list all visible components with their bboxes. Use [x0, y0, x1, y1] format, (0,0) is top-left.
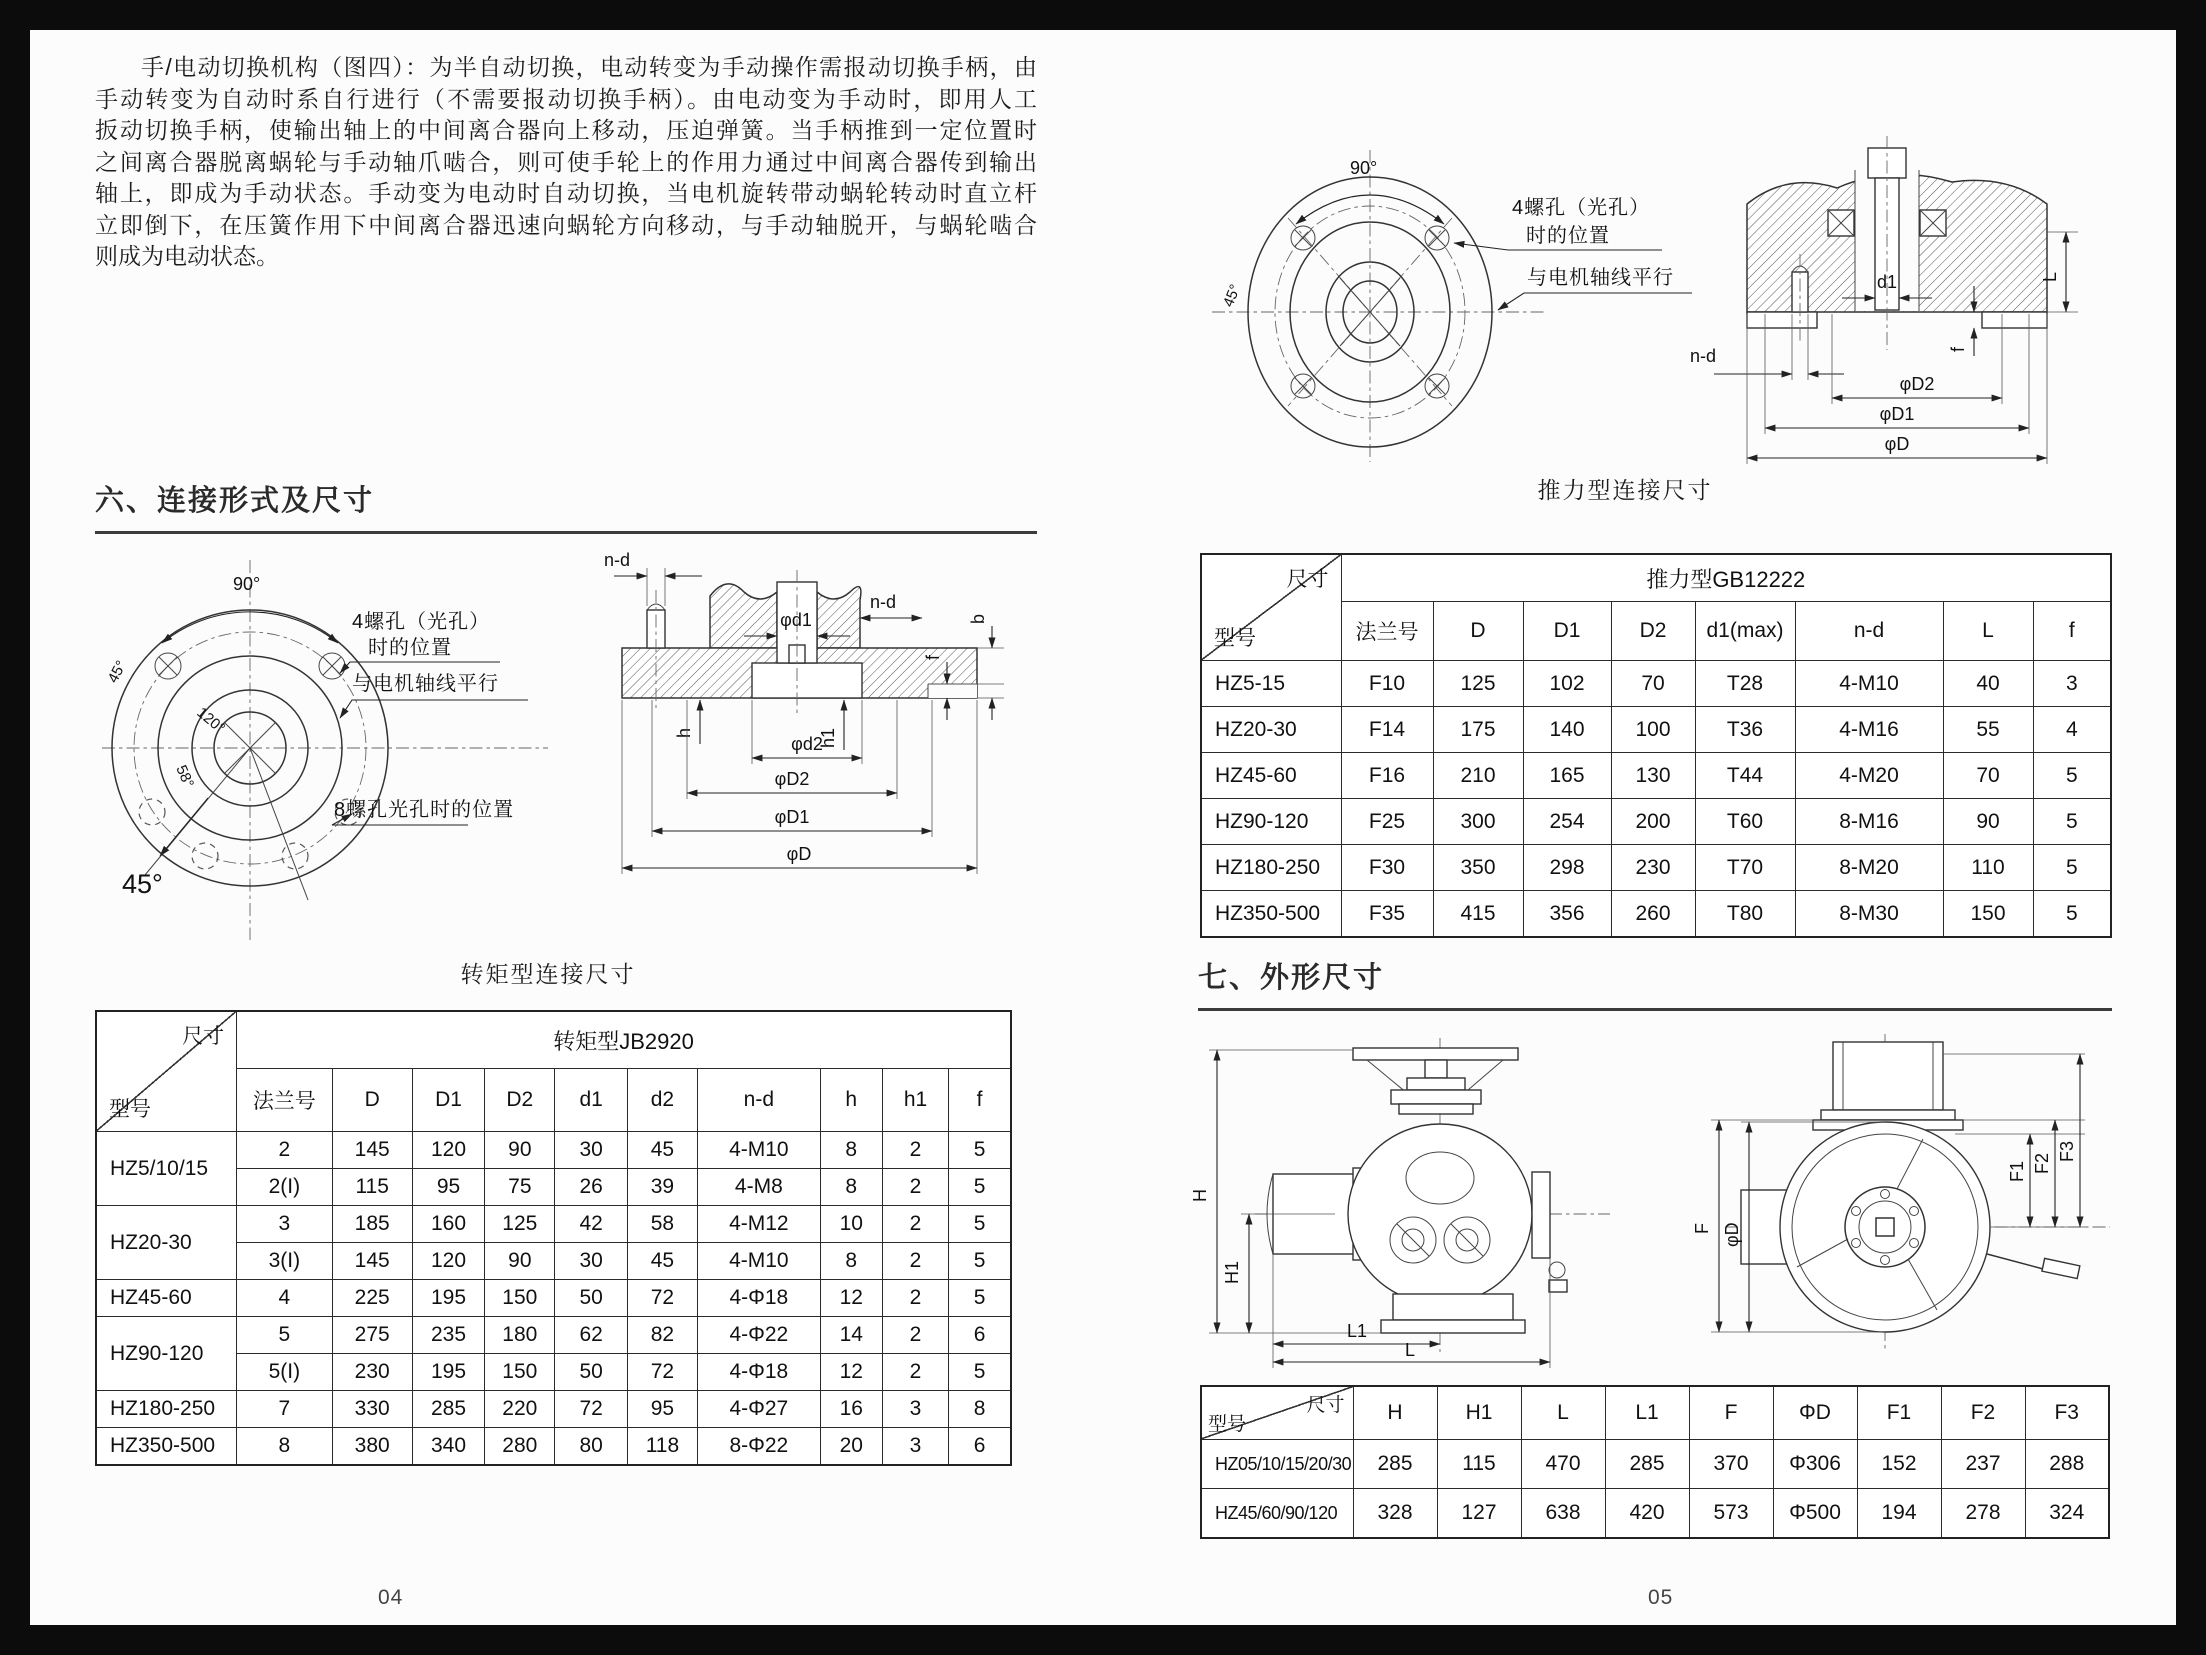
value-cell: 324	[2025, 1489, 2109, 1539]
dim-D2-label: φD2	[1899, 374, 1935, 394]
corner-dim-label: 尺寸	[1286, 568, 1329, 591]
value-cell: F16	[1341, 753, 1433, 799]
bolt-hole	[1291, 374, 1315, 398]
dim-L1-label: L1	[1347, 1321, 1368, 1341]
value-cell: F10	[1341, 661, 1433, 707]
table-row	[96, 1391, 1011, 1428]
value-cell: F30	[1341, 845, 1433, 891]
table-group-header: 推力型GB12222	[1341, 554, 2111, 602]
bolt-hole	[1425, 226, 1449, 250]
four-holes-label-line2: 时的位置	[1526, 225, 1610, 247]
value-cell: 260	[1611, 891, 1695, 938]
value-cell: 5	[949, 1354, 1011, 1391]
model-cell: HZ180-250	[1201, 845, 1341, 891]
value-cell: 7	[237, 1391, 332, 1428]
value-cell: 285	[1605, 1440, 1689, 1489]
parallel-label: 与电机轴线平行	[1527, 267, 1674, 289]
value-cell: 165	[1523, 753, 1611, 799]
outline-dimension-table	[1200, 1385, 2110, 1539]
value-cell: 2	[882, 1169, 948, 1206]
value-cell: 14	[820, 1317, 882, 1354]
value-cell: 3	[2033, 661, 2111, 707]
thrust-connection-drawing	[1192, 112, 2112, 464]
value-cell: 100	[1611, 707, 1695, 753]
column-header: D1	[1523, 602, 1611, 661]
dim-H1-label: H1	[1222, 1260, 1242, 1284]
table-group-header: 转矩型JB2920	[237, 1011, 1011, 1069]
value-cell: 42	[555, 1206, 627, 1243]
angle-58-label: 58°	[172, 762, 198, 791]
value-cell: 2	[882, 1317, 948, 1354]
dim-D1-label: φD1	[774, 807, 810, 827]
torque-drawing-caption: 转矩型连接尺寸	[460, 961, 636, 987]
value-cell: 470	[1521, 1440, 1605, 1489]
bearing	[1920, 210, 1946, 236]
dim-F1-label: F1	[2007, 1160, 2027, 1182]
value-cell: Φ306	[1773, 1440, 1857, 1489]
model-cell: HZ90-120	[96, 1317, 237, 1391]
four-holes-label-line2: 时的位置	[368, 637, 452, 659]
value-cell: 30	[555, 1243, 627, 1280]
paragraph-line: 手动转变为自动时系自行进行（不需要报动切换手柄）。由电动变为手动时，即用人工	[95, 85, 1037, 112]
value-cell: 90	[485, 1243, 555, 1280]
value-cell: 210	[1433, 753, 1523, 799]
value-cell: 4-M8	[698, 1169, 821, 1206]
angle-120-label: 120°	[193, 704, 229, 738]
table-row	[1201, 799, 2111, 845]
dim-L-label: L	[2040, 271, 2060, 282]
value-cell: 235	[412, 1317, 484, 1354]
value-cell: 8	[949, 1391, 1011, 1428]
value-cell: 230	[1611, 845, 1695, 891]
page-number-left: 04	[378, 1586, 404, 1609]
paragraph-line: 则成为电动状态。	[95, 243, 279, 269]
value-cell: 220	[485, 1391, 555, 1428]
thrust-dimension-table	[1200, 553, 2112, 938]
value-cell: 4-M16	[1795, 707, 1943, 753]
column-header: f	[949, 1069, 1011, 1132]
value-cell: 72	[627, 1354, 697, 1391]
table-row	[1201, 661, 2111, 707]
table-corner-cell	[96, 1011, 237, 1132]
value-cell: 40	[1943, 661, 2033, 707]
column-header: D	[1433, 602, 1523, 661]
value-cell: 150	[485, 1280, 555, 1317]
torque-dimension-table	[95, 1010, 1012, 1466]
value-cell: 573	[1689, 1489, 1773, 1539]
value-cell: 254	[1523, 799, 1611, 845]
value-cell: 4-Φ18	[698, 1280, 821, 1317]
model-cell: HZ5-15	[1201, 661, 1341, 707]
value-cell: 8	[820, 1169, 882, 1206]
table-row	[1201, 845, 2111, 891]
value-cell: 225	[332, 1280, 412, 1317]
value-cell: 3	[882, 1428, 948, 1466]
model-cell: HZ350-500	[1201, 891, 1341, 938]
value-cell: 2	[882, 1354, 948, 1391]
corner-model-label: 型号	[109, 1098, 151, 1121]
value-cell: 3	[882, 1391, 948, 1428]
corner-model-label: 型号	[1208, 1414, 1247, 1435]
model-cell: HZ5/10/15	[96, 1132, 237, 1206]
value-cell: 115	[332, 1169, 412, 1206]
dim-nd-label: n-d	[1690, 346, 1717, 366]
value-cell: 285	[412, 1391, 484, 1428]
table-row	[1201, 1489, 2109, 1539]
value-cell: 5(I)	[237, 1354, 332, 1391]
value-cell: T44	[1695, 753, 1795, 799]
value-cell: 2	[237, 1132, 332, 1169]
column-header: F2	[1941, 1386, 2025, 1440]
dim-D-label: φD	[786, 844, 812, 864]
value-cell: 5	[949, 1169, 1011, 1206]
value-cell: 180	[485, 1317, 555, 1354]
value-cell: 340	[412, 1428, 484, 1466]
value-cell: 298	[1523, 845, 1611, 891]
column-header: F	[1689, 1386, 1773, 1440]
dim-b-label: b	[968, 613, 988, 624]
value-cell: 285	[1353, 1440, 1437, 1489]
bolt-hole	[319, 653, 345, 679]
dim-d1-label: φd1	[780, 610, 812, 630]
value-cell: 20	[820, 1428, 882, 1466]
column-header: d1	[555, 1069, 627, 1132]
section-heading-outline: 七、外形尺寸	[1198, 955, 2112, 1011]
corner-dim-label: 尺寸	[1306, 1395, 1345, 1416]
value-cell: 8	[820, 1243, 882, 1280]
dim-D-label: φD	[1884, 434, 1910, 454]
table-row	[1201, 753, 2111, 799]
column-header: 法兰号	[1341, 602, 1433, 661]
value-cell: 30	[555, 1132, 627, 1169]
value-cell: 420	[1605, 1489, 1689, 1539]
value-cell: 415	[1433, 891, 1523, 938]
table-row	[96, 1317, 1011, 1354]
value-cell: T60	[1695, 799, 1795, 845]
value-cell: 125	[485, 1206, 555, 1243]
table-row	[96, 1132, 1011, 1169]
value-cell: 8	[820, 1132, 882, 1169]
value-cell: 8-M20	[1795, 845, 1943, 891]
value-cell: 39	[627, 1169, 697, 1206]
column-header: F3	[2025, 1386, 2109, 1440]
value-cell: 4-M10	[698, 1243, 821, 1280]
value-cell: 2	[882, 1206, 948, 1243]
torque-section-drawing	[592, 548, 1012, 903]
value-cell: 8	[237, 1428, 332, 1466]
dim-F3-label: F3	[2057, 1140, 2077, 1162]
thrust-drawing-caption: 推力型连接尺寸	[1537, 477, 1713, 503]
column-header: d2	[627, 1069, 697, 1132]
column-header: d1(max)	[1695, 602, 1795, 661]
value-cell: 3	[237, 1206, 332, 1243]
value-cell: 5	[2033, 845, 2111, 891]
value-cell: 115	[1437, 1440, 1521, 1489]
value-cell: 90	[485, 1132, 555, 1169]
column-header: h1	[882, 1069, 948, 1132]
value-cell: 4-Φ27	[698, 1391, 821, 1428]
section-heading-connection: 六、连接形式及尺寸	[95, 478, 1037, 534]
column-header: L	[1943, 602, 2033, 661]
table-row	[96, 1428, 1011, 1466]
value-cell: F14	[1341, 707, 1433, 753]
value-cell: 4-M12	[698, 1206, 821, 1243]
value-cell: 2	[882, 1243, 948, 1280]
eight-holes-label: 8螺孔光孔时的位置	[334, 799, 515, 821]
value-cell: 50	[555, 1280, 627, 1317]
column-header: F1	[1857, 1386, 1941, 1440]
value-cell: 125	[1433, 661, 1523, 707]
value-cell: 2(I)	[237, 1169, 332, 1206]
bolt-hole	[155, 653, 181, 679]
value-cell: 45	[627, 1243, 697, 1280]
dim-d2-label: φd2	[791, 734, 823, 754]
value-cell: 5	[949, 1132, 1011, 1169]
value-cell: 95	[627, 1391, 697, 1428]
value-cell: T28	[1695, 661, 1795, 707]
value-cell: 2	[882, 1280, 948, 1317]
value-cell: 150	[485, 1354, 555, 1391]
value-cell: 55	[1943, 707, 2033, 753]
column-header: D1	[412, 1069, 484, 1132]
dim-F-label: F	[1692, 1223, 1712, 1234]
column-header: H1	[1437, 1386, 1521, 1440]
value-cell: 330	[332, 1391, 412, 1428]
model-cell: HZ90-120	[1201, 799, 1341, 845]
angle-90-label: 90°	[1350, 158, 1378, 178]
dim-nd-right-label: n-d	[870, 592, 897, 612]
value-cell: 237	[1941, 1440, 2025, 1489]
value-cell: 50	[555, 1354, 627, 1391]
paragraph-line: 手/电动切换机构（图四）：为半自动切换，电动转变为手动操作需报动切换手柄，由	[141, 54, 1037, 80]
dim-H-label: H	[1190, 1189, 1210, 1202]
column-header: n-d	[1795, 602, 1943, 661]
value-cell: 5	[2033, 799, 2111, 845]
table-corner-cell	[1201, 554, 1341, 661]
value-cell: 278	[1941, 1489, 2025, 1539]
outline-dimensions-drawing	[1185, 1022, 2115, 1370]
intro-paragraph	[95, 52, 1037, 273]
dim-L-label: L	[1405, 1340, 1416, 1360]
value-cell: 356	[1523, 891, 1611, 938]
value-cell: 4-Φ18	[698, 1354, 821, 1391]
model-cell: HZ45-60	[1201, 753, 1341, 799]
model-cell: HZ45-60	[96, 1280, 237, 1317]
value-cell: 6	[949, 1428, 1011, 1466]
value-cell: 380	[332, 1428, 412, 1466]
value-cell: 8-Φ22	[698, 1428, 821, 1466]
value-cell: 195	[412, 1354, 484, 1391]
value-cell: 140	[1523, 707, 1611, 753]
column-header: ΦD	[1773, 1386, 1857, 1440]
value-cell: 127	[1437, 1489, 1521, 1539]
parallel-label: 与电机轴线平行	[352, 673, 499, 695]
value-cell: 110	[1943, 845, 2033, 891]
four-holes-label-line1: 4螺孔（光孔）	[1512, 197, 1651, 219]
model-cell: HZ350-500	[96, 1428, 237, 1466]
paragraph-line: 扳动切换手柄，使输出轴上的中间离合器向上移动，压迫弹簧。当手柄推到一定位置时	[95, 117, 1037, 143]
value-cell: 200	[1611, 799, 1695, 845]
value-cell: 194	[1857, 1489, 1941, 1539]
paragraph-line: 之间离合器脱离蜗轮与手动轴爪啮合，则可使手轮上的作用力通过中间离合器传到输出	[95, 148, 1037, 175]
value-cell: 175	[1433, 707, 1523, 753]
table-row	[1201, 1440, 2109, 1489]
value-cell: 12	[820, 1354, 882, 1391]
value-cell: 90	[1943, 799, 2033, 845]
value-cell: 118	[627, 1428, 697, 1466]
value-cell: 4-M10	[1795, 661, 1943, 707]
value-cell: 328	[1353, 1489, 1437, 1539]
value-cell: 638	[1521, 1489, 1605, 1539]
four-holes-label-line1: 4螺孔（光孔）	[352, 611, 491, 633]
value-cell: 4	[237, 1280, 332, 1317]
value-cell: 4	[2033, 707, 2111, 753]
dim-h-label: h	[674, 727, 694, 738]
value-cell: 8-M30	[1795, 891, 1943, 938]
value-cell: 195	[412, 1280, 484, 1317]
value-cell: 72	[555, 1391, 627, 1428]
value-cell: 120	[412, 1243, 484, 1280]
value-cell: 3(I)	[237, 1243, 332, 1280]
dim-d1-label: d1	[1876, 272, 1898, 292]
dim-phiD-label: φD	[1722, 1222, 1742, 1247]
bolt-hole	[1425, 374, 1449, 398]
value-cell: 130	[1611, 753, 1695, 799]
value-cell: 300	[1433, 799, 1523, 845]
value-cell: 4-M10	[698, 1132, 821, 1169]
value-cell: 10	[820, 1206, 882, 1243]
angle-90-label: 90°	[233, 574, 261, 594]
value-cell: 5	[949, 1243, 1011, 1280]
column-header: D2	[485, 1069, 555, 1132]
value-cell: 6	[949, 1317, 1011, 1354]
column-header: H	[1353, 1386, 1437, 1440]
value-cell: 120	[412, 1132, 484, 1169]
angle-45-label: 45°	[1219, 282, 1245, 310]
value-cell: 72	[627, 1280, 697, 1317]
table-row	[96, 1280, 1011, 1317]
model-cell: HZ45/60/90/120	[1201, 1489, 1353, 1539]
value-cell: 5	[2033, 891, 2111, 938]
value-cell: 12	[820, 1280, 882, 1317]
value-cell: 62	[555, 1317, 627, 1354]
column-header: f	[2033, 602, 2111, 661]
value-cell: 58	[627, 1206, 697, 1243]
value-cell: 8-M16	[1795, 799, 1943, 845]
paragraph-line: 轴上，即成为手动状态。手动变为电动时自动切换，当电机旋转带动蜗轮转动时直立杆	[95, 180, 1037, 206]
value-cell: 70	[1943, 753, 2033, 799]
value-cell: 350	[1433, 845, 1523, 891]
value-cell: 102	[1523, 661, 1611, 707]
value-cell: 370	[1689, 1440, 1773, 1489]
value-cell: 275	[332, 1317, 412, 1354]
value-cell: F25	[1341, 799, 1433, 845]
value-cell: 185	[332, 1206, 412, 1243]
value-cell: 45	[627, 1132, 697, 1169]
value-cell: 150	[1943, 891, 2033, 938]
page-number-right: 05	[1648, 1586, 1674, 1609]
column-header: n-d	[698, 1069, 821, 1132]
value-cell: 152	[1857, 1440, 1941, 1489]
value-cell: T36	[1695, 707, 1795, 753]
value-cell: 2	[882, 1132, 948, 1169]
dim-D2-label: φD2	[774, 769, 810, 789]
value-cell: 4-M20	[1795, 753, 1943, 799]
angle-45-label: 45°	[104, 657, 131, 686]
value-cell: 95	[412, 1169, 484, 1206]
table-row	[1201, 891, 2111, 938]
value-cell: 145	[332, 1243, 412, 1280]
value-cell: 16	[820, 1391, 882, 1428]
bearing	[1828, 210, 1854, 236]
column-header: 法兰号	[237, 1069, 332, 1132]
column-header: D2	[1611, 602, 1695, 661]
value-cell: 75	[485, 1169, 555, 1206]
model-cell: HZ180-250	[96, 1391, 237, 1428]
corner-dim-label: 尺寸	[182, 1025, 225, 1048]
value-cell: 5	[949, 1206, 1011, 1243]
value-cell: 288	[2025, 1440, 2109, 1489]
value-cell: F35	[1341, 891, 1433, 938]
column-header: h	[820, 1069, 882, 1132]
value-cell: 4-Φ22	[698, 1317, 821, 1354]
value-cell: 280	[485, 1428, 555, 1466]
paragraph-line: 立即倒下，在压簧作用下中间离合器迅速向蜗轮方向移动，与手动轴脱开，与蜗轮啮合	[95, 211, 1037, 238]
model-cell: HZ20-30	[96, 1206, 237, 1280]
value-cell: T80	[1695, 891, 1795, 938]
angle-45-big-label: 45°	[122, 869, 163, 899]
value-cell: 70	[1611, 661, 1695, 707]
table-corner-cell	[1201, 1386, 1353, 1440]
value-cell: 5	[2033, 753, 2111, 799]
dim-f-label: f	[923, 654, 943, 660]
value-cell: 5	[949, 1280, 1011, 1317]
value-cell: 160	[412, 1206, 484, 1243]
column-header: L1	[1605, 1386, 1689, 1440]
dim-D1-label: φD1	[1879, 404, 1915, 424]
value-cell: 82	[627, 1317, 697, 1354]
dim-nd-left-label: n-d	[604, 550, 631, 570]
value-cell: 145	[332, 1132, 412, 1169]
value-cell: 80	[555, 1428, 627, 1466]
dim-f-label: f	[1948, 346, 1968, 352]
value-cell: T70	[1695, 845, 1795, 891]
value-cell: 5	[237, 1317, 332, 1354]
dim-F2-label: F2	[2032, 1152, 2052, 1174]
model-cell: HZ20-30	[1201, 707, 1341, 753]
torque-flange-front-drawing	[100, 548, 580, 948]
model-cell: HZ05/10/15/20/30	[1201, 1440, 1353, 1489]
column-header: L	[1521, 1386, 1605, 1440]
table-row	[1201, 707, 2111, 753]
dim-h1-label: h1	[818, 727, 838, 748]
corner-model-label: 型号	[1214, 627, 1256, 650]
table-row	[96, 1206, 1011, 1243]
column-header: D	[332, 1069, 412, 1132]
value-cell: 230	[332, 1354, 412, 1391]
bolt-hole	[1291, 226, 1315, 250]
value-cell: 26	[555, 1169, 627, 1206]
value-cell: Φ500	[1773, 1489, 1857, 1539]
